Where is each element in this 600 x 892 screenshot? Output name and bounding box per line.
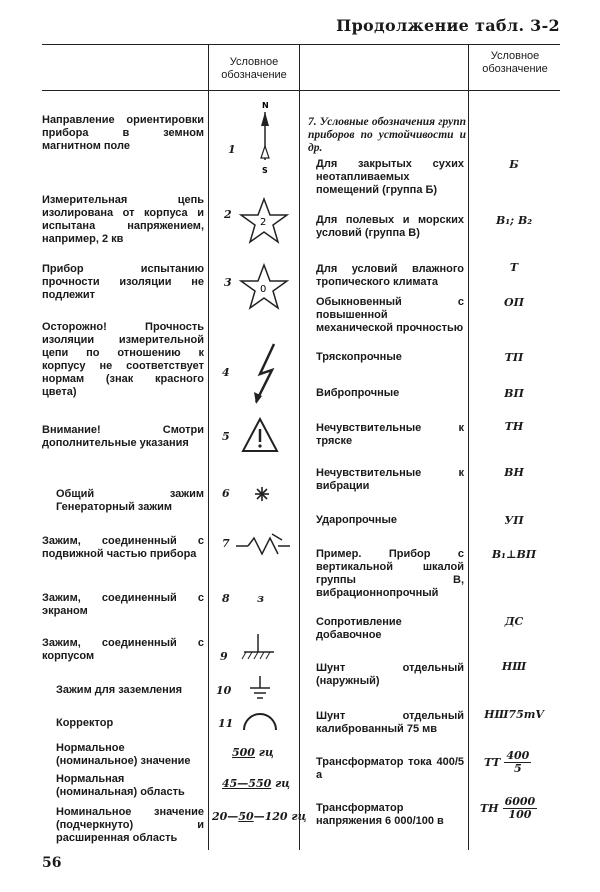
earth-ground-icon xyxy=(246,674,276,702)
chassis-ground-icon xyxy=(238,632,280,662)
row-number-4: 4 xyxy=(222,366,230,379)
star-0-icon xyxy=(238,262,290,312)
table-header-rule xyxy=(42,90,560,91)
code-TN: ТН xyxy=(504,420,524,433)
row-number-2: 2 xyxy=(224,208,232,221)
common-terminal-icon xyxy=(254,486,270,502)
corrector-icon xyxy=(240,710,280,734)
right-row-10-text: Пример. Прибор с вертикальной шкалой группы В, вибрационнопрочный xyxy=(316,548,464,599)
row-number-8: 8 xyxy=(222,592,230,605)
left-row-14-text: Номинальное значение (подчеркнуто) и расширенная область xyxy=(56,806,204,844)
right-row-12-text: Шунт отдельный (наружный) xyxy=(316,662,464,687)
code-V1-V2: В₁; В₂ xyxy=(495,214,533,227)
code-VN: ВН xyxy=(504,466,524,479)
code-T: Т xyxy=(509,261,519,274)
row-number-5: 5 xyxy=(222,430,230,443)
left-row-6-text: Общий зажим Генераторный зажим xyxy=(56,488,204,513)
right-row-8-text: Нечувствительные к вибрации xyxy=(316,467,464,492)
left-row-3-text: Прибор испытанию прочности изоляции не подлежит xyxy=(42,263,204,301)
row-number-1: 1 xyxy=(228,143,236,156)
left-row-12-text: Нормальное (номинальное) значение xyxy=(56,742,191,767)
right-row-9-text: Ударопрочные xyxy=(316,514,398,526)
row-number-11: 11 xyxy=(218,717,234,730)
row-number-3: 3 xyxy=(224,276,232,289)
left-row-5-text: Внимание! Смотри дополнительные указания xyxy=(42,424,204,449)
header-symbol-right: Условное обозначение xyxy=(482,50,548,75)
nominal-range-symbol: 45—550 гц xyxy=(222,777,291,790)
table-top-rule xyxy=(42,44,560,45)
header-symbol: Условное обозначение xyxy=(221,56,287,81)
code-NSh: НШ xyxy=(501,660,527,673)
column-divider-3 xyxy=(468,44,469,850)
left-row-8-text: Зажим, соединенный с экраном xyxy=(42,592,204,617)
svg-text:S: S xyxy=(262,166,268,175)
left-row-4-text: Осторожно! Прочность изоляции измерительной цепи по отношению к корпусу не соответствует нормам (знак красного цвета) xyxy=(42,321,204,398)
code-TP: ТП xyxy=(504,351,524,364)
left-row-9-text: Зажим, соединенный с корпусом xyxy=(42,637,204,662)
code-DS: ДС xyxy=(504,615,524,628)
page-number: 56 xyxy=(42,855,62,871)
code-B: Б xyxy=(509,158,519,171)
row-number-7: 7 xyxy=(222,537,230,550)
moving-part-terminal-icon xyxy=(234,530,292,558)
code-UP: УП xyxy=(504,514,524,527)
left-row-13-text: Нормальная (номинальная) область xyxy=(56,773,185,798)
row-number-9: 9 xyxy=(220,650,228,663)
left-row-2-text: Измерительная цепь изолирована от корпуса и испытана напряжением, например, 2 кв xyxy=(42,194,204,245)
code-VP: ВП xyxy=(504,387,524,400)
lightning-warning-icon xyxy=(246,340,286,410)
svg-text:N: N xyxy=(262,101,269,110)
compass-orientation-icon xyxy=(252,98,276,176)
right-row-15-text: Трансформатор напряжения 6 000/100 в xyxy=(316,802,444,827)
svg-text:2: 2 xyxy=(260,217,267,228)
row-number-10: 10 xyxy=(216,684,232,697)
warning-triangle-icon xyxy=(240,416,280,454)
code-TT-fraction: ТТ 400 5 xyxy=(484,749,530,775)
column-divider-1 xyxy=(208,44,209,850)
right-row-6-text: Вибропрочные xyxy=(316,387,400,399)
right-row-1-text: Для закрытых сухих неотапливаемых помещений (группа Б) xyxy=(316,158,464,196)
star-2kv-icon xyxy=(238,196,290,246)
left-row-11-text: Корректор xyxy=(56,717,114,729)
right-row-4-text: Обыкновенный с повышенной механической прочностью xyxy=(316,296,464,334)
right-row-5-text: Тряскопрочные xyxy=(316,351,402,363)
right-row-7-text: Нечувствительные к тряске xyxy=(316,422,464,447)
code-V1-VP: В₁⊥ВП xyxy=(491,548,537,561)
code-OP: ОП xyxy=(504,296,524,309)
left-row-1-text: Направление ориентировки прибора в земном магнитном поле xyxy=(42,114,204,152)
svg-text:0: 0 xyxy=(260,284,267,295)
extended-range-symbol: 20—50—120 гц xyxy=(212,810,307,823)
right-row-2-text: Для полевых и морских условий (группа В) xyxy=(316,214,464,239)
right-row-13-text: Шунт отдельный калиброванный 75 мв xyxy=(316,710,464,735)
right-row-14-text: Трансформатор тока 400/5 а xyxy=(316,756,464,781)
row-number-6: 6 xyxy=(222,487,230,500)
section-7-title: 7. Условные обозначения групп приборов по устойчивости и др. xyxy=(308,116,466,154)
nominal-value-symbol: 500 гц xyxy=(232,746,274,759)
code-NSh75mV: НШ75mV xyxy=(484,708,544,721)
screen-terminal-icon: з xyxy=(257,592,265,605)
left-row-10-text: Зажим для заземления xyxy=(56,684,183,696)
right-row-3-text: Для условий влажного тропического климата xyxy=(316,263,464,288)
right-row-11-text: Сопротивление добавочное xyxy=(316,616,402,641)
left-row-7-text: Зажим, соединенный с подвижной частью прибора xyxy=(42,535,204,560)
code-TN-fraction: ТН 6000 100 xyxy=(480,795,536,821)
table-caption: Продолжение табл. 3-2 xyxy=(336,16,560,35)
column-divider-2 xyxy=(299,44,300,850)
